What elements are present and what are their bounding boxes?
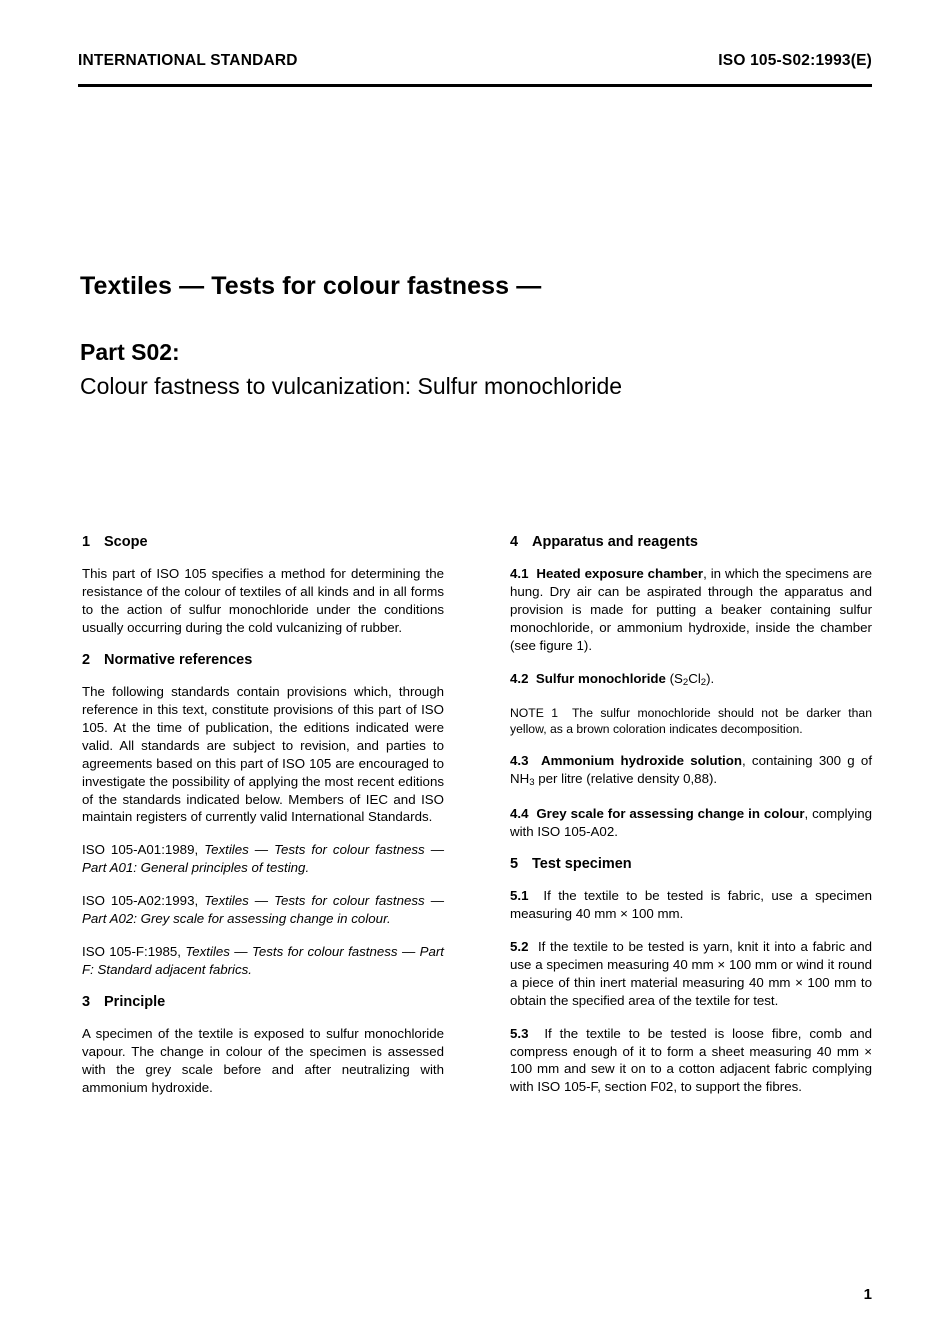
subclause-4-1-text: , in which the specimens are hung. Dry air can be aspirated through the apparatus and provision is made for putting a beaker containing sulfur monochloride, or ammonium hydroxide, inside the chamber (see figure 1).	[510, 566, 872, 653]
subclause-4-2-formula-pre: (S	[665, 670, 683, 686]
document-subtitle: Colour fastness to vulcanization: Sulfur monochloride	[80, 373, 623, 400]
subclause-4-3-term: Ammonium hydroxide solution	[541, 753, 742, 769]
normative-reference-2	[82, 892, 444, 928]
subclause-5-3-label: 5.3	[510, 1025, 529, 1041]
subclause-4-2-subscript-2: 2	[700, 676, 707, 688]
left-column	[82, 534, 444, 1096]
normative-reference-1	[82, 841, 444, 877]
body-columns	[82, 534, 872, 1096]
subclause-4-3-subscript: 3	[529, 777, 535, 789]
subclause-4-3	[510, 752, 872, 790]
subclause-4-2-formula-post: ).	[706, 670, 715, 686]
subclause-5-2-label: 5.2	[510, 939, 529, 955]
clause-2-heading	[82, 652, 444, 669]
subclause-4-4-label: 4.4	[510, 806, 529, 822]
header-standard-type: INTERNATIONAL STANDARD	[78, 52, 298, 69]
clause-1-paragraph: This part of ISO 105 specifies a method for determining the resistance of the colour of textiles of all kinds and in all forms to the action of sulfur monochloride under the conditions usually occurring during the cold vulcanizing of rubber.	[82, 566, 444, 636]
reference-1-designation: ISO 105-A01:1989,	[82, 842, 205, 858]
header-standard-number: ISO 105-S02:1993(E)	[718, 52, 872, 69]
subclause-4-4-text: , complying with ISO 105-A02.	[510, 806, 872, 840]
subclause-5-3	[510, 1025, 872, 1097]
title-block	[80, 272, 880, 401]
document-title: Textiles — Tests for colour fastness —	[80, 272, 542, 300]
clause-4-heading	[510, 534, 872, 551]
document-part-label: Part S02:	[80, 338, 180, 365]
clause-4-number: 4	[510, 534, 519, 550]
subclause-5-1	[510, 887, 872, 923]
header-divider-rule	[78, 84, 872, 87]
clause-5-heading	[510, 856, 872, 873]
clause-2-number: 2	[82, 651, 91, 668]
clause-2-paragraph: The following standards contain provisions which, through reference in this text, constitute provisions of this part of ISO 105. At the time of publication, the editions indicated were valid. All standards are subject to revision, and parties to agreements based on this part of ISO 105 are encouraged to investigate the possibility of applying the most recent editions of the standards indicated below. Members of IEC and ISO maintain registers of currently valid International Standards.	[82, 684, 444, 825]
right-column	[510, 534, 872, 1096]
clause-2-title: Normative references	[104, 651, 253, 668]
clause-3-paragraph: A specimen of the textile is exposed to sulfur monochloride vapour. The change in colour of the specimen is assessed with the grey scale before and after neutralizing with ammonium hydroxide.	[82, 1025, 444, 1095]
reference-2-designation: ISO 105-A02:1993,	[82, 893, 205, 909]
note-1-label: NOTE 1	[510, 705, 558, 720]
page-number: 1	[863, 1286, 872, 1303]
clause-3-number: 3	[82, 993, 91, 1010]
subclause-4-2-term: Sulfur monochloride	[535, 670, 666, 686]
clause-3-heading	[82, 994, 444, 1011]
subclause-4-1-term: Heated exposure chamber	[536, 566, 704, 582]
clause-1-heading	[82, 534, 444, 551]
subclause-4-2-label: 4.2	[510, 670, 529, 686]
reference-3-title: Textiles — Tests for colour fastness — Part F: Standard adjacent fabrics.	[82, 943, 444, 977]
subclause-4-4-term: Grey scale for assessing change in colour	[536, 806, 805, 822]
normative-reference-3	[82, 943, 444, 979]
page-header	[78, 52, 872, 70]
subclause-4-2	[510, 670, 872, 690]
subclause-4-1	[510, 565, 872, 654]
subclause-5-1-label: 5.1	[510, 888, 529, 904]
subclause-4-4	[510, 805, 872, 841]
clause-3-title: Principle	[104, 993, 166, 1010]
subclause-4-3-label: 4.3	[510, 753, 529, 769]
subclause-5-2-text: If the textile to be tested is yarn, knit it into a fabric and use a specimen measuring 40 mm × 100 mm or wind it round a piece of thin inert material measuring 40 mm × 100 mm to obtain the specified area of the textile for test.	[510, 939, 872, 1008]
clause-1-number: 1	[82, 534, 91, 550]
clause-5-number: 5	[510, 856, 519, 873]
subclause-4-2-formula-mid: Cl	[688, 670, 701, 686]
subclause-4-3-text-pre: , containing 300 g of NH	[510, 753, 873, 787]
subclause-4-3-text-post: per litre (relative density 0,88).	[534, 771, 718, 787]
reference-3-designation: ISO 105-F:1985,	[82, 943, 186, 959]
subclause-5-1-text: If the textile to be tested is fabric, use a specimen measuring 40 mm × 100 mm.	[510, 888, 872, 922]
reference-1-title: Textiles — Tests for colour fastness — Part A01: General principles of testing.	[82, 842, 444, 876]
subclause-5-2	[510, 938, 872, 1010]
clause-4-title: Apparatus and reagents	[532, 534, 698, 550]
note-1-text: The sulfur monochloride should not be darker than yellow, as a brown coloration indicates decomposition.	[510, 705, 872, 737]
subclause-4-2-subscript-1: 2	[682, 676, 689, 688]
clause-1-title: Scope	[104, 534, 148, 550]
note-1	[510, 705, 872, 738]
subclause-4-1-label: 4.1	[510, 566, 529, 582]
reference-2-title: Textiles — Tests for colour fastness — Part A02: Grey scale for assessing change in colour.	[82, 893, 444, 926]
clause-5-title: Test specimen	[532, 856, 632, 873]
subclause-5-3-text: If the textile to be tested is loose fibre, comb and compress enough of it to form a sheet measuring 40 mm × 100 mm and sew it on to a cotton adjacent fabric complying with ISO 105-F, section F02, to support the fibres.	[510, 1025, 872, 1095]
